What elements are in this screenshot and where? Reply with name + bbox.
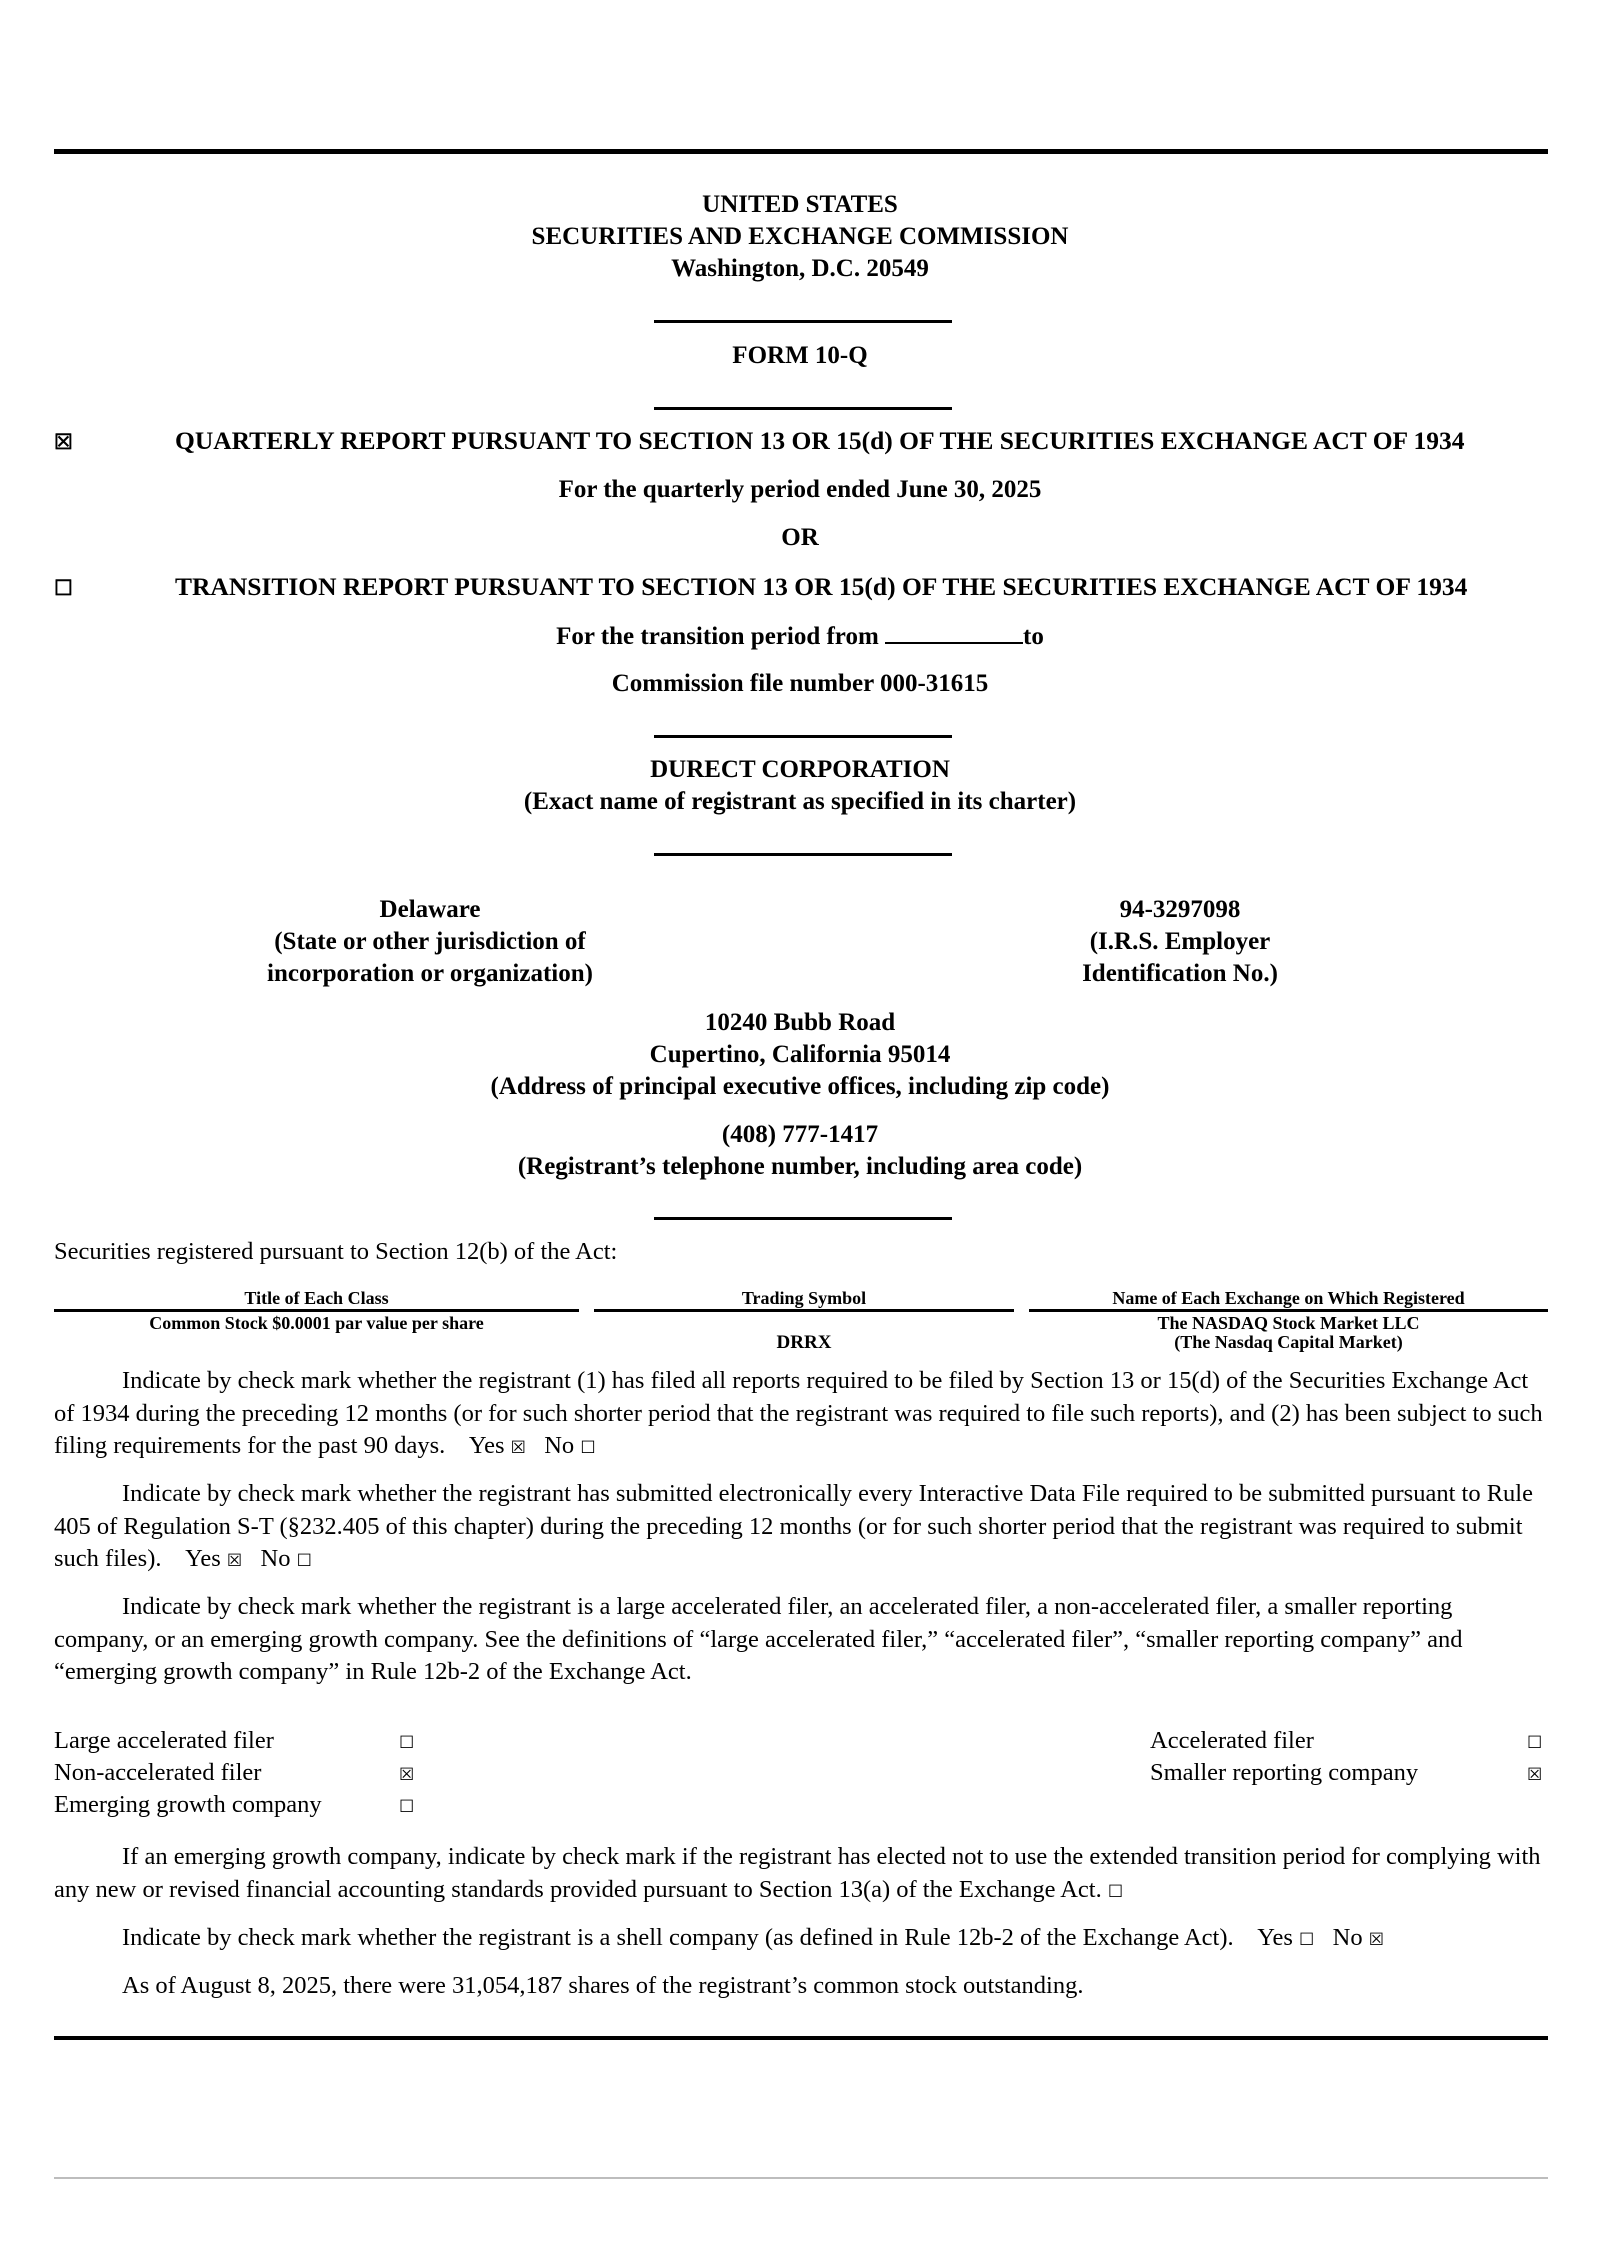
table-cell-exchange	[1029, 1314, 1548, 1352]
state-caption-2: incorporation or organization)	[267, 960, 593, 987]
paragraph-shares-outstanding: As of August 8, 2025, there were 31,054,187 shares of the registrant’s common stock outstanding.	[122, 1972, 1084, 1999]
paragraph-periodic-reports	[54, 1365, 1549, 1465]
irs-employer-id: 94-3297098	[1119, 896, 1241, 923]
telephone-number: (408) 777-1417	[721, 1121, 879, 1148]
page-footer-rule	[54, 2177, 1548, 2179]
irs-caption-1: (I.R.S. Employer	[1089, 928, 1271, 955]
accelerated-filer-label: Accelerated filer	[1150, 1727, 1314, 1754]
form-title: FORM 10-Q	[732, 342, 868, 369]
no-checkbox[interactable]: ☐	[580, 1438, 596, 1457]
smaller-reporting-company-checkbox[interactable]: ☒	[1527, 1765, 1543, 1784]
transition-checkbox[interactable]: ☐	[54, 576, 73, 600]
table-header-title: Title of Each Class	[54, 1287, 579, 1312]
yes-label: Yes	[185, 1545, 221, 1572]
transition-period-suffix: to	[1023, 623, 1044, 650]
divider-3	[654, 735, 952, 738]
address-line-2: Cupertino, California 95014	[649, 1041, 951, 1068]
yes-label: Yes	[1257, 1924, 1293, 1951]
no-checkbox[interactable]: ☒	[1368, 1930, 1384, 1949]
yes-checkbox[interactable]: ☒	[510, 1438, 526, 1457]
yes-checkbox[interactable]: ☒	[226, 1551, 243, 1570]
emerging-growth-company-label: Emerging growth company	[54, 1791, 322, 1818]
table-cell-symbol: DRRX	[776, 1332, 832, 1353]
irs-caption-2: Identification No.)	[1082, 960, 1278, 987]
transition-report-title: TRANSITION REPORT PURSUANT TO SECTION 13 OR 15(d) OF THE SECURITIES EXCHANGE ACT OF 1934	[175, 572, 1468, 601]
irs-block	[1020, 894, 1340, 990]
registrant-name-caption: (Exact name of registrant as specified in its charter)	[523, 788, 1077, 815]
state-block	[200, 894, 660, 990]
paragraph-interactive-data-text: Indicate by check mark whether the registrant has submitted electronically every Interactive Data File required to be submitted pursuant to Rule 405 of Regulation S-T (§232.405 of this chapter) during the preceding 12 months (or for such shorter period that the registrant was required to submit such files).	[54, 1480, 1533, 1572]
divider-1	[654, 320, 952, 323]
paragraph-interactive-data	[54, 1478, 1549, 1578]
non-accelerated-filer-checkbox[interactable]: ☒	[399, 1765, 415, 1784]
paragraph-filer-status: Indicate by check mark whether the registrant is a large accelerated filer, an accelerated filer, a non-accelerated filer, a smaller reporting company, or an emerging growth company. See the definitions of “large accelerated filer,” “accelerated filer”, “smaller reporting company” and “emerging growth company” in Rule 12b-2 of the Exchange Act.	[54, 1593, 1463, 1685]
no-label: No	[1332, 1924, 1363, 1951]
registrant-name: DURECT CORPORATION	[650, 756, 950, 783]
exchange-market: (The Nasdaq Capital Market)	[1174, 1332, 1403, 1352]
header-line-1: UNITED STATES	[702, 191, 898, 218]
transition-period	[0, 620, 1600, 653]
emerging-growth-company-checkbox[interactable]: ☐	[399, 1797, 415, 1816]
bottom-rule	[54, 2036, 1548, 2040]
address-line-1: 10240 Bubb Road	[704, 1009, 896, 1036]
address-caption: (Address of principal executive offices, including zip code)	[490, 1073, 1110, 1100]
yes-label: Yes	[468, 1432, 505, 1459]
paragraph-shell-company-text: Indicate by check mark whether the registrant is a shell company (as defined in Rule 12b-2 of the Exchange Act).	[122, 1924, 1234, 1951]
extended-transition-checkbox[interactable]: ☐	[1107, 1881, 1124, 1901]
quarterly-checkbox[interactable]: ☒	[54, 430, 73, 454]
table-header-symbol: Trading Symbol	[594, 1287, 1014, 1312]
paragraph-emerging-growth	[54, 1841, 1549, 1908]
table-header-exchange: Name of Each Exchange on Which Registered	[1029, 1287, 1548, 1312]
exchange-name: The NASDAQ Stock Market LLC	[1157, 1313, 1420, 1333]
securities-intro: Securities registered pursuant to Section 12(b) of the Act:	[54, 1238, 618, 1265]
paragraph-emerging-growth-text: If an emerging growth company, indicate by check mark if the registrant has elected not to use the extended transition period for complying with any new or revised financial accounting standards provided pursuant to Section 13(a) of the Exchange Act.	[54, 1843, 1541, 1903]
divider-4	[654, 853, 952, 856]
or-text: OR	[781, 524, 819, 551]
commission-file-number: Commission file number 000-31615	[611, 670, 989, 697]
state-of-incorporation: Delaware	[379, 896, 481, 923]
non-accelerated-filer-label: Non-accelerated filer	[54, 1759, 262, 1786]
divider-5	[654, 1217, 952, 1220]
quarterly-period: For the quarterly period ended June 30, 2025	[558, 476, 1042, 503]
large-accelerated-filer-checkbox[interactable]: ☐	[399, 1733, 415, 1752]
header-line-2: SECURITIES AND EXCHANGE COMMISSION	[531, 223, 1069, 250]
yes-checkbox[interactable]: ☐	[1299, 1930, 1315, 1949]
no-checkbox[interactable]: ☐	[296, 1551, 312, 1570]
divider-2	[654, 407, 952, 410]
state-caption-1: (State or other jurisdiction of	[274, 928, 586, 955]
telephone-caption: (Registrant’s telephone number, including area code)	[517, 1153, 1083, 1180]
no-label: No	[544, 1432, 575, 1459]
header-line-3: Washington, D.C. 20549	[671, 255, 929, 282]
transition-period-prefix: For the transition period from	[556, 623, 879, 650]
smaller-reporting-company-label: Smaller reporting company	[1150, 1759, 1419, 1786]
quarterly-report-title: QUARTERLY REPORT PURSUANT TO SECTION 13 OR 15(d) OF THE SECURITIES EXCHANGE ACT OF 1934	[175, 426, 1465, 455]
transition-period-blank	[885, 620, 1023, 644]
table-cell-title: Common Stock $0.0001 par value per share	[149, 1313, 484, 1333]
paragraph-periodic-reports-text: Indicate by check mark whether the registrant (1) has filed all reports required to be filed by Section 13 or 15(d) of the Securities Exchange Act of 1934 during the preceding 12 months (or for such shorter period that the registrant was required to file such reports), and (2) has been subject to such filing requirements for the past 90 days.	[54, 1367, 1543, 1459]
no-label: No	[260, 1545, 291, 1572]
large-accelerated-filer-label: Large accelerated filer	[54, 1727, 274, 1754]
top-rule	[54, 149, 1548, 154]
accelerated-filer-checkbox[interactable]: ☐	[1527, 1733, 1543, 1752]
paragraph-shell-company	[54, 1922, 1549, 1957]
